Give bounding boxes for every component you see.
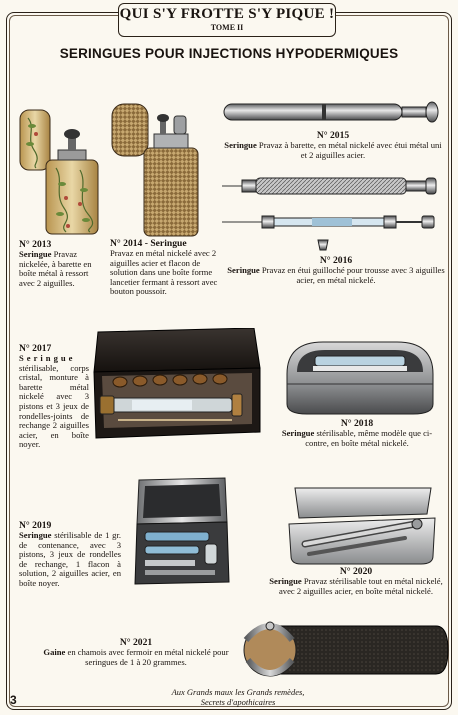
item-number-2014: N° 2014 - Seringue [110,238,187,249]
item-text-2017: stérilisable, corps cristal, monture à barette métal nickelé avec 3 pistons et 3 jeux de rondelles-joints de rechange 2 aiguilles acier, en boîte noyer. [19,362,89,450]
item-text-2014: Pravaz en métal nickelé avec 2 aiguilles acier et flacon de solution dans une boîte forme lancetier fermant à ressort avec bouton poussoir. [110,248,218,297]
footer-motto [158,688,318,707]
illustration-2020-metal-box [285,484,439,566]
caption-2014 [110,238,226,297]
item-name-2018: Seringue [281,428,315,438]
illustration-2016-syringes [222,176,444,252]
caption-2020 [268,566,444,596]
caption-2018 [272,418,442,448]
caption-2013 [19,239,103,288]
item-name-2016: Seringue [227,265,260,275]
item-text-2020: Pravaz stérilisable tout en métal nickelé, avec 2 aiguilles acier, en boîte métal nickelé. [278,576,443,596]
illustration-2015-syringe-case [222,98,444,126]
caption-2016 [226,255,446,285]
item-name-2021: Gaine [43,647,66,657]
caption-2015 [222,130,444,160]
illustration-2019-open-box [133,476,231,586]
item-text-2016: Pravaz en étui guilloché pour trousse avec 3 aiguilles acier, en métal nickelé. [261,265,445,285]
item-number-2016: N° 2016 [319,255,353,266]
caption-2019 [19,520,121,589]
caption-2017 [19,343,89,450]
item-text-2019: stérilisable de 1 gr. de contenance, avec 3 pistons, 3 jeux de rondelles de rechange, 1 flacon à solution, 2 aiguilles acier, en boîte noyer. [19,530,121,588]
item-number-2017: N° 2017 [19,343,52,354]
item-number-2015: N° 2015 [316,130,350,141]
footer-line-1: Aux Grands maux les Grands remèdes, [171,687,305,697]
illustration-2014-checkered-case [108,98,204,240]
item-number-2020: N° 2020 [339,566,373,577]
item-number-2013: N° 2013 [19,239,52,250]
page-number: 3 [10,693,17,707]
page-title: SERINGUES POUR INJECTIONS HYPODERMIQUES [59,46,399,61]
item-name-2013: Seringue [19,249,52,259]
item-name-2019: Seringue [19,530,52,540]
item-name-2020: Seringue [269,576,302,586]
item-number-2018: N° 2018 [340,418,374,429]
book-title: QUI S'Y FROTTE S'Y PIQUE ! [119,6,335,22]
item-name-2015: Seringue [224,140,257,150]
footer-line-2: Secrets d'apothicaires [200,696,276,707]
item-text-2013: Pravaz nickelée, à barette en boîte métal à ressort avec 2 aiguilles. [19,249,92,288]
item-number-2019: N° 2019 [19,520,52,531]
illustration-2013-floral-case [18,104,106,238]
item-text-2021: en chamois avec fermoir en métal nickelé pour seringues de 1 à 20 grammes. [67,647,229,667]
caption-2021 [34,637,238,667]
illustration-2017-open-box [92,328,262,442]
illustration-2018-metal-box [283,338,437,416]
book-header [118,3,336,37]
book-volume: TOME II [210,23,244,32]
item-text-2015: Pravaz à barette, en métal nickelé avec étui métal uni et 2 aiguilles acier. [258,140,442,160]
item-name-2017: Seringue [19,353,76,363]
item-text-2018: stérilisable, même modèle que ci-contre, en boîte métal nickelé. [305,428,433,448]
illustration-2021-chamois-sheath [240,616,450,686]
item-number-2021: N° 2021 [119,637,153,648]
